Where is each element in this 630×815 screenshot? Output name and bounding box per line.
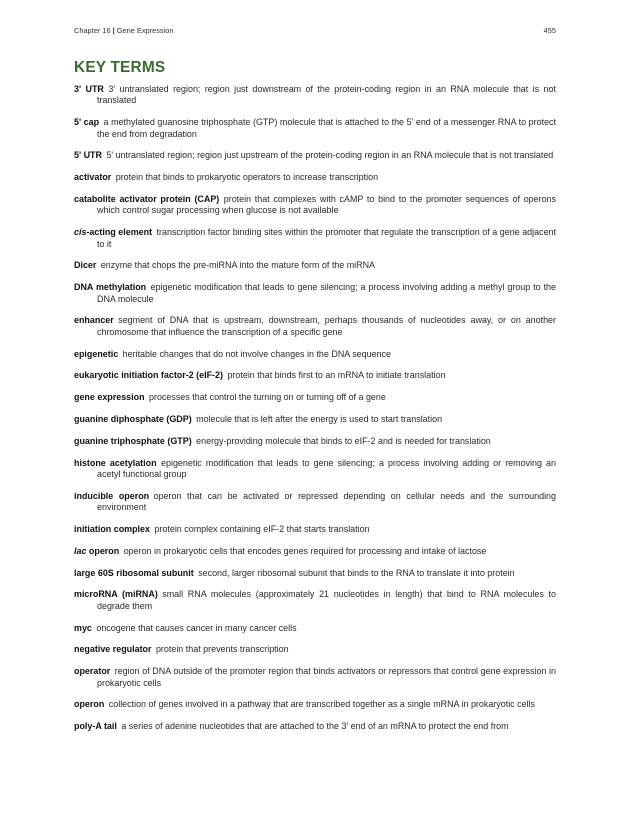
glossary-term [74, 349, 118, 359]
glossary-definition: small RNA molecules (approximately 21 nucleotides in length) that bind to RNA molecules to degrade them [97, 589, 556, 611]
glossary-term [74, 589, 158, 599]
glossary-term [74, 315, 114, 325]
glossary-definition: protein complex containing eIF-2 that starts translation [154, 524, 370, 534]
glossary-term-italic: lac [74, 545, 87, 556]
glossary-term [74, 458, 157, 468]
glossary-definition: epigenetic modification that leads to gene silencing; a process involving adding a methyl group to the DNA molecule [97, 282, 557, 304]
glossary-definition: operon that can be activated or repressed depending on cellular needs and the surrounding environment [97, 490, 557, 513]
glossary-term-text: gene expression [74, 392, 145, 403]
glossary-term [74, 699, 104, 709]
glossary-term-text: inducible operon [74, 490, 150, 501]
glossary-entry [74, 644, 556, 655]
glossary-term-text: operon [74, 699, 105, 710]
glossary-term-text: operator [74, 666, 111, 677]
glossary-entry [74, 546, 556, 557]
glossary-entry [74, 491, 556, 514]
glossary-definition: molecule that is left after the energy is used to start translation [196, 414, 443, 424]
glossary-term-text: epigenetic [74, 348, 119, 359]
glossary-definition: protein that binds to prokaryotic operators to increase transcription [115, 172, 379, 183]
glossary-entry [74, 349, 556, 360]
glossary-entry [74, 699, 556, 710]
glossary-entry [74, 282, 556, 305]
glossary-entry [74, 589, 556, 612]
glossary-term-text: large 60S ribosomal subunit [74, 567, 194, 578]
glossary-entry [74, 392, 556, 403]
glossary-entry [74, 194, 556, 217]
glossary-definition: segment of DNA that is upstream, downstream, perhaps thousands of nucleotides away, or on another chromosome that influence the transcription of a specific gene [97, 315, 556, 337]
glossary-entry [74, 172, 556, 183]
glossary-entry [74, 414, 556, 425]
glossary-definition: processes that control the turning on or turning off of a gene [149, 392, 386, 403]
glossary-entry [74, 666, 556, 689]
glossary-entry [74, 721, 556, 732]
running-header [74, 25, 556, 37]
chapter-number: Chapter 16 [74, 26, 111, 35]
chapter-label [74, 25, 173, 37]
glossary-entry [74, 524, 556, 535]
glossary-term [74, 150, 102, 160]
glossary-term-text: DNA methylation [74, 282, 147, 293]
glossary-definition: protein that prevents transcription [155, 644, 289, 655]
glossary-term [74, 568, 194, 578]
glossary-entry [74, 568, 556, 579]
glossary-definition: 5' untranslated region; region just upstream of the protein-coding region in an RNA molecule that is not translated [106, 150, 554, 161]
glossary-term [74, 370, 223, 380]
glossary-definition: heritable changes that do not involve changes in the DNA sequence [122, 348, 391, 359]
glossary-term [74, 282, 146, 292]
glossary-definition: a series of adenine nucleotides that are attached to the 3' end of an mRNA to protect the end from [121, 721, 509, 732]
glossary-term-text: catabolite activator protein (CAP) [74, 194, 220, 204]
glossary-term [74, 227, 152, 237]
glossary-term [74, 524, 150, 534]
glossary-definition: energy-providing molecule that binds to eIF-2 and is needed for translation [196, 435, 491, 446]
glossary-definition: a methylated guanosine triphosphate (GTP) molecule that is attached to the 5' end of a messenger RNA to protect the end from degradation [97, 117, 556, 139]
glossary-term-text: 5' cap [74, 117, 100, 128]
glossary-entry [74, 370, 556, 381]
glossary-list [74, 84, 556, 743]
glossary-definition: protein that binds first to an mRNA to initiate translation [227, 370, 446, 381]
glossary-term [74, 194, 219, 204]
glossary-entry [74, 117, 556, 140]
glossary-entry [74, 623, 556, 634]
glossary-term-text: activator [74, 172, 112, 183]
glossary-term-text: eukaryotic initiation factor-2 (eIF-2) [74, 370, 223, 381]
glossary-definition: 3' untranslated region; region just downstream of the protein-coding region in an RNA molecule that is not translated [97, 84, 556, 106]
glossary-entry [74, 315, 556, 338]
glossary-term-text: enhancer [74, 315, 114, 326]
glossary-term [74, 721, 117, 731]
glossary-term-text: 3' UTR [74, 84, 104, 94]
glossary-term [74, 117, 99, 127]
glossary-term-text: guanine triphosphate (GTP) [74, 435, 192, 446]
glossary-term-text: Dicer [74, 260, 97, 271]
glossary-entry [74, 150, 556, 161]
glossary-term [74, 392, 145, 402]
section-title: KEY TERMS [74, 59, 166, 76]
glossary-definition: enzyme that chops the pre-miRNA into the mature form of the miRNA [100, 260, 376, 271]
chapter-title: Gene Expression [116, 26, 174, 35]
glossary-term-text: 5' UTR [74, 150, 102, 161]
glossary-term-text: microRNA (miRNA) [74, 589, 158, 600]
glossary-definition: collection of genes involved in a pathway that are transcribed together as a single mRNA in prokaryotic cells [108, 699, 536, 710]
glossary-term [74, 666, 110, 676]
header-separator: | [112, 26, 115, 35]
glossary-term [74, 546, 119, 556]
glossary-term [74, 260, 96, 270]
glossary-definition: operon in prokaryotic cells that encodes genes required for processing and intake of lactose [123, 545, 487, 556]
glossary-term-text: negative regulator [74, 644, 152, 655]
glossary-definition: protein that complexes with cAMP to bind to the promoter sequences of operons which control sugar processing when glucose is not available [97, 194, 556, 216]
glossary-term-text: guanine diphosphate (GDP) [74, 414, 192, 424]
glossary-entry [74, 458, 556, 481]
glossary-term [74, 491, 149, 501]
glossary-term [74, 623, 92, 633]
glossary-entry [74, 84, 556, 107]
glossary-entry [74, 227, 556, 250]
glossary-term-text: -acting element [86, 227, 153, 238]
glossary-term [74, 644, 151, 654]
glossary-term [74, 414, 192, 424]
page-number: 455 [543, 26, 556, 35]
glossary-term-text: histone acetylation [74, 457, 157, 468]
glossary-term-text: operon [86, 545, 120, 556]
glossary-term-italic: cis [74, 227, 87, 238]
glossary-definition: transcription factor binding sites within the promoter that regulate the transcription of a gene adjacent to it [97, 227, 556, 249]
glossary-term-text: poly-A tail [74, 721, 117, 732]
glossary-entry [74, 260, 556, 271]
glossary-term [74, 172, 111, 182]
glossary-definition: region of DNA outside of the promoter region that binds activators or repressors that control gene expression in prokaryotic cells [97, 666, 556, 688]
glossary-term-text: myc [74, 622, 92, 633]
glossary-entry [74, 436, 556, 447]
glossary-term [74, 84, 104, 94]
glossary-definition: epigenetic modification that leads to gene silencing; a process involving adding or removing an acetyl functional group [97, 457, 556, 479]
glossary-term-text: initiation complex [74, 524, 150, 534]
glossary-definition: oncogene that causes cancer in many cancer cells [96, 622, 297, 633]
glossary-definition: second, larger ribosomal subunit that binds to the RNA to translate it into protein [198, 567, 515, 578]
glossary-term [74, 436, 192, 446]
